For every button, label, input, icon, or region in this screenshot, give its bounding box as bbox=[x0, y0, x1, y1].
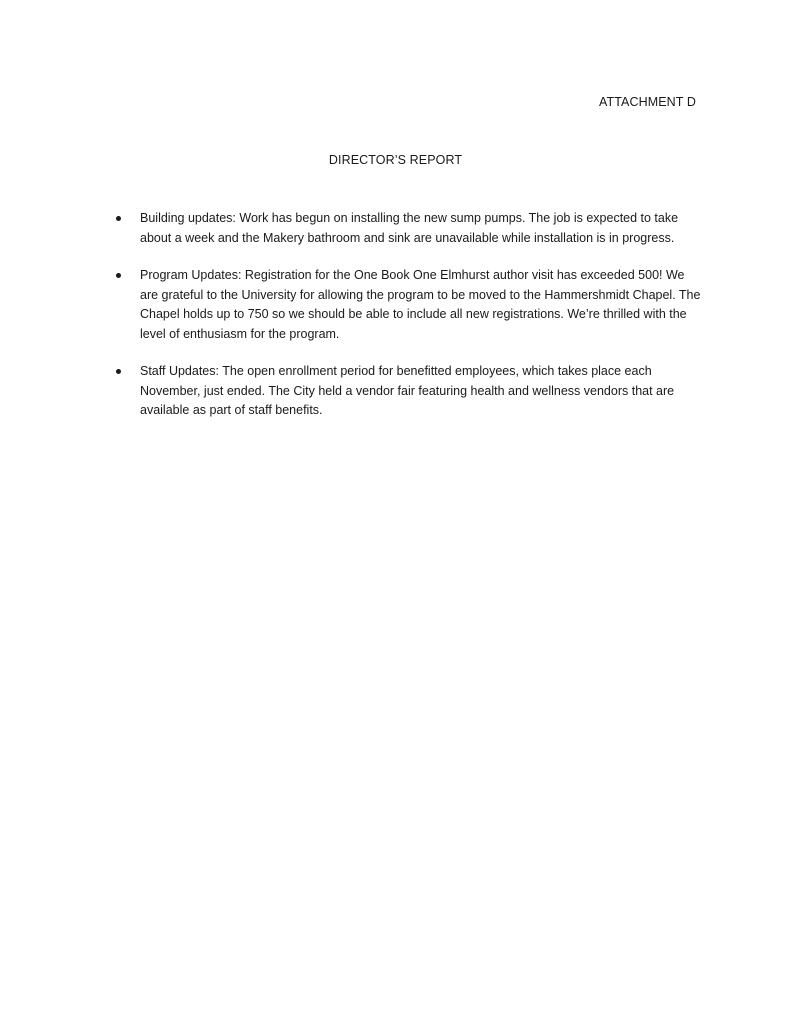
attachment-label: ATTACHMENT D bbox=[598, 95, 696, 109]
report-bullet-list bbox=[115, 209, 705, 439]
bullet-dot-icon bbox=[116, 216, 121, 221]
bullet-dot-icon bbox=[116, 369, 121, 374]
bullet-building-updates bbox=[115, 209, 705, 248]
bullet-dot-icon bbox=[116, 273, 121, 278]
page-title: DIRECTOR’S REPORT bbox=[328, 153, 463, 167]
bullet-program-updates bbox=[115, 266, 705, 344]
bullet-text: Building updates: Work has begun on installing the new sump pumps. The job is expected to take about a week and the Makery bathroom and sink are unavailable while installation is in progress. bbox=[140, 211, 679, 245]
bullet-text: Staff Updates: The open enrollment period for benefitted employees, which takes place each November, just ended. The City held a vendor fair featuring health and wellness vendors that are available as part of staff benefits. bbox=[140, 364, 675, 417]
bullet-staff-updates bbox=[115, 362, 705, 421]
bullet-text: Program Updates: Registration for the One Book One Elmhurst author visit has exceeded 500! We are grateful to the University for allowing the program to be moved to the Hammershmidt Chapel. The Chapel holds up to 750 so we should be able to include all new registrations. We’re thrilled with the level of enthusiasm for the program. bbox=[140, 268, 701, 341]
